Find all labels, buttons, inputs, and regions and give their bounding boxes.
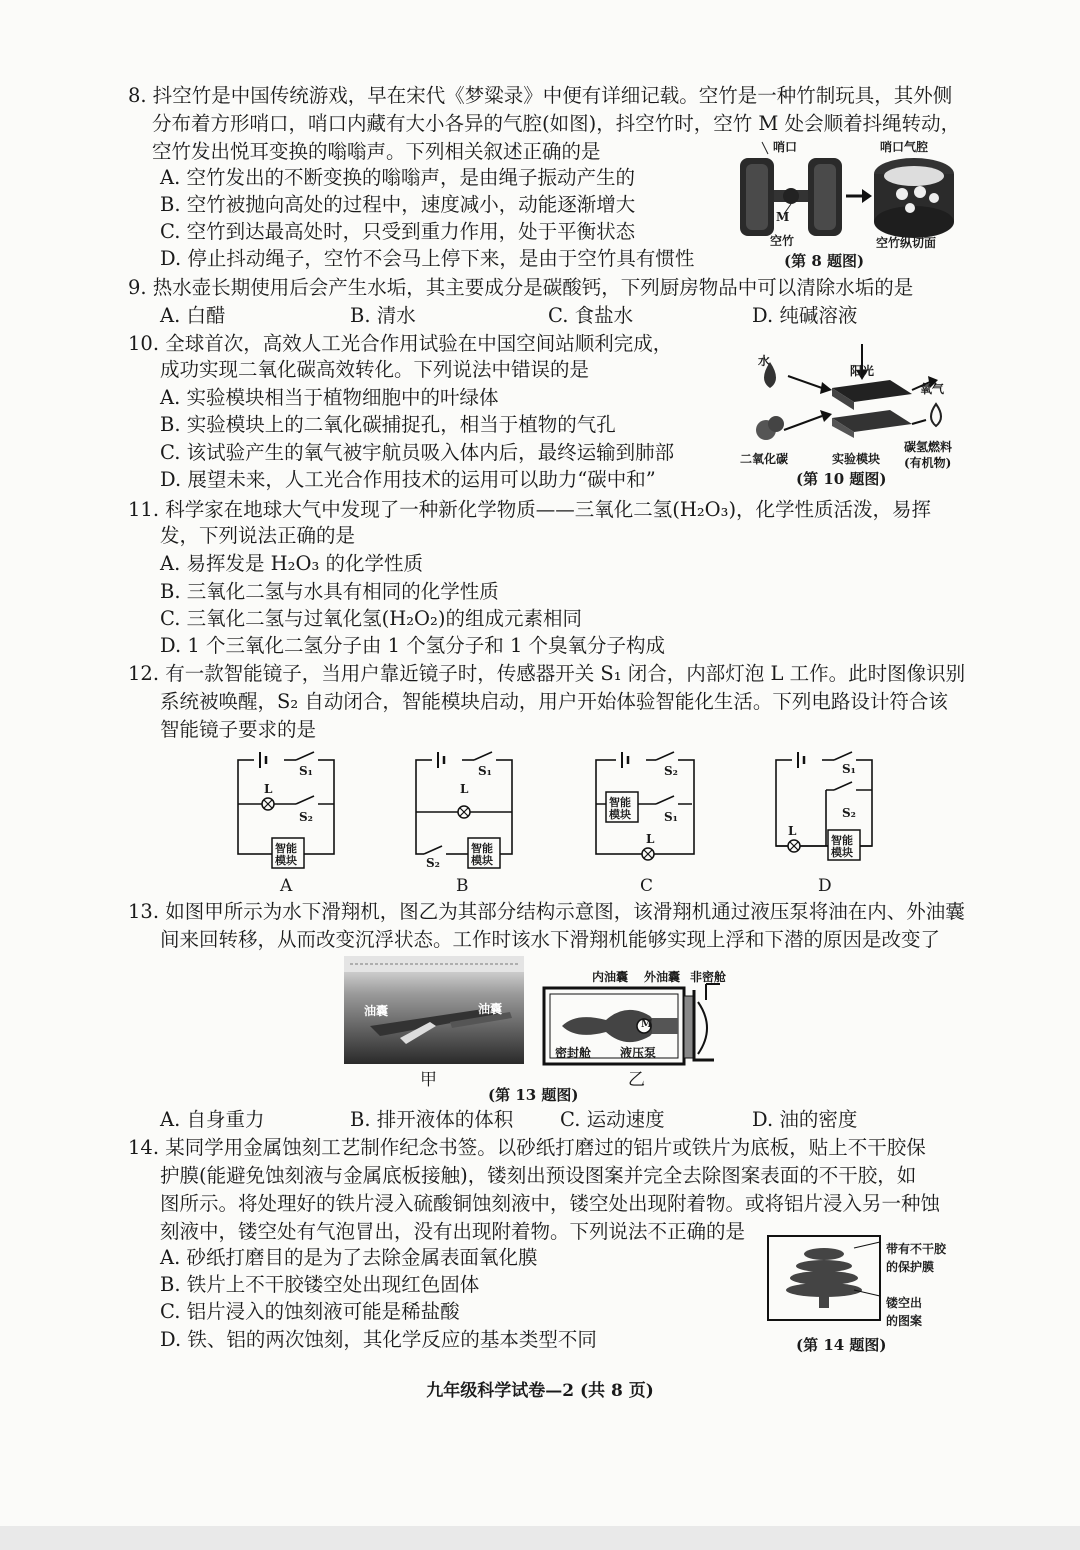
q8-stem-line2: 分布着方形哨口，哨口内藏有大小各异的气腔(如图)，抖空竹时，空竹 M 处会顺着抖绳转动， — [152, 112, 961, 135]
q14-label-film-1: 带有不干胶 — [886, 1242, 947, 1256]
q8-option-a: A. 空竹发出的不断变换的嗡嗡声，是由绳子振动产生的 — [160, 166, 635, 189]
q12-label-d: D — [818, 876, 832, 896]
q14-stem-line3: 图所示。将处理好的铁片浸入硫酸铜蚀刻液中，镂空处出现附着物。或将铝片浸入另一种蚀 — [160, 1192, 941, 1215]
q8-label-m: M — [776, 210, 790, 224]
q10-option-c: C. 该试验产生的氧气被宇航员吸入体内后，最终运输到肺部 — [160, 441, 675, 464]
q10-label-sunlight: 阳光 — [850, 364, 875, 378]
q12-b-s1: S₁ — [478, 764, 492, 778]
q9-option-d: D. 纯碱溶液 — [752, 304, 858, 327]
q9-stem: 9. 热水壶长期使用后会产生水垢，其主要成分是碳酸钙，下列厨房物品中可以清除水垢的是 — [128, 276, 914, 299]
q12-d-l: L — [788, 824, 797, 838]
q12-a-module-2: 模块 — [275, 854, 297, 867]
q10-label-fuel: 碳氢燃料 — [904, 440, 953, 454]
bottom-strip — [0, 1526, 1080, 1550]
q13-label-oil1: 油囊 — [364, 1004, 389, 1018]
q13-option-c: C. 运动速度 — [560, 1108, 665, 1131]
q14-stem-line4: 刻液中，镂空处有气泡冒出，没有出现附着物。下列说法不正确的是 — [160, 1220, 746, 1243]
q14-label-hollow-1: 镂空出 — [886, 1296, 923, 1310]
q11-option-b: B. 三氧化二氢与水具有相同的化学性质 — [160, 580, 499, 603]
q12-b-l: L — [460, 782, 469, 796]
q8-option-c: C. 空竹到达最高处时，只受到重力作用，处于平衡状态 — [160, 220, 636, 243]
q12-c-s2: S₂ — [664, 764, 678, 778]
q12-circuit-b — [412, 746, 522, 870]
q9-option-a: A. 白醋 — [160, 304, 226, 327]
q13-option-d: D. 油的密度 — [752, 1108, 858, 1131]
q13-stem-line2: 间来回转移，从而改变沉浮状态。工作时该水下滑翔机能够实现上浮和下潜的原因是改变了 — [160, 928, 941, 951]
q14-option-b: B. 铁片上不干胶镂空处出现红色固体 — [160, 1273, 480, 1296]
q13-label-unsealed: 非密舱 — [690, 970, 727, 984]
q10-option-d: D. 展望未来，人工光合作用技术的运用可以助力“碳中和” — [160, 468, 656, 491]
q10-stem-line1: 10. 全球首次，高效人工光合作用试验在中国空间站顺利完成， — [128, 332, 673, 355]
q8-option-d: D. 停止抖动绳子，空竹不会马上停下来，是由于空竹具有惯性 — [160, 247, 695, 270]
q13-option-b: B. 排开液体的体积 — [350, 1108, 514, 1131]
q12-d-module-1: 智能 — [831, 834, 853, 847]
q8-caption: (第 8 题图) — [784, 252, 865, 270]
q10-label-co2: 二氧化碳 — [740, 452, 789, 466]
q12-c-s1: S₁ — [664, 810, 678, 824]
q12-a-module-1: 智能 — [275, 842, 297, 855]
q8-label-mouth: 哨口 — [773, 140, 798, 154]
q12-label-b: B — [456, 876, 469, 896]
page-footer: 九年级科学试卷—2 (共 8 页) — [426, 1381, 654, 1401]
q14-option-d: D. 铁、铝的两次蚀刻，其化学反应的基本类型不同 — [160, 1328, 597, 1351]
q14-stem-line1: 14. 某同学用金属蚀刻工艺制作纪念书签。以砂纸打磨过的铝片或铁片为底板，贴上不干胶保 — [128, 1136, 926, 1159]
q14-option-a: A. 砂纸打磨目的是为了去除金属表面氧化膜 — [160, 1246, 538, 1269]
q10-label-water: 水 — [758, 354, 771, 368]
q11-option-c: C. 三氧化二氢与过氧化氢(H₂O₂)的组成元素相同 — [160, 607, 582, 630]
q8-label-kongzhu: 空竹 — [770, 234, 795, 248]
q13-stem-line1: 13. 如图甲所示为水下滑翔机，图乙为其部分结构示意图，该滑翔机通过液压泵将油在内、外油囊 — [128, 900, 965, 923]
q12-stem-line2: 系统被唤醒，S₂ 自动闭合，智能模块启动，用户开始体验智能化生活。下列电路设计符合该 — [160, 690, 948, 713]
q12-c-module-2: 模块 — [609, 808, 631, 821]
q13-label-outer: 外油囊 — [644, 970, 681, 984]
q13-label-inner: 内油囊 — [592, 970, 629, 984]
q12-c-module-1: 智能 — [609, 796, 631, 809]
q14-caption: (第 14 题图) — [796, 1336, 887, 1354]
q14-stem-line2: 护膜(能避免蚀刻液与金属底板接触)，镂刻出预设图案并完全去除图案表面的不干胶，如 — [160, 1164, 917, 1187]
q14-bookmark-figure — [764, 1232, 884, 1324]
q12-b-module-1: 智能 — [471, 842, 493, 855]
q13-label-yi: 乙 — [628, 1070, 645, 1090]
q13-option-a: A. 自身重力 — [160, 1108, 265, 1131]
q12-d-module-2: 模块 — [831, 846, 853, 859]
q10-caption: (第 10 题图) — [796, 470, 887, 488]
q8-label-section: 空竹纵切面 — [876, 236, 937, 250]
q13-label-oil2: 油囊 — [478, 1002, 503, 1016]
q13-label-m: M — [641, 1019, 653, 1030]
q8-stem-line3: 空竹发出悦耳变换的嗡嗡声。下列相关叙述正确的是 — [152, 140, 601, 163]
q12-c-l: L — [646, 832, 655, 846]
q13-caption: (第 13 题图) — [488, 1086, 579, 1104]
q12-circuit-d — [772, 746, 882, 870]
q14-label-film-2: 的保护膜 — [886, 1260, 935, 1274]
q14-option-c: C. 铝片浸入的蚀刻液可能是稀盐酸 — [160, 1300, 460, 1323]
q9-option-b: B. 清水 — [350, 304, 416, 327]
q10-label-oxygen: 氧气 — [920, 382, 945, 396]
q9-option-c: C. 食盐水 — [548, 304, 634, 327]
q11-stem-line2: 发，下列说法正确的是 — [160, 524, 356, 547]
q12-b-s2: S₂ — [426, 856, 440, 870]
q12-a-s1: S₁ — [299, 764, 313, 778]
q8-stem-line1: 8. 抖空竹是中国传统游戏，早在宋代《梦粱录》中便有详细记载。空竹是一种竹制玩具，其外侧 — [128, 84, 953, 107]
q11-option-d: D. 1 个三氧化二氢分子由 1 个氢分子和 1 个臭氧分子构成 — [160, 634, 666, 657]
q10-stem-line2: 成功实现二氧化碳高效转化。下列说法中错误的是 — [160, 358, 590, 381]
q12-d-s1: S₁ — [842, 762, 856, 776]
q10-option-b: B. 实验模块上的二氧化碳捕捉孔，相当于植物的气孔 — [160, 413, 616, 436]
q11-option-a: A. 易挥发是 H₂O₃ 的化学性质 — [160, 552, 424, 575]
q12-b-module-2: 模块 — [471, 854, 493, 867]
q10-label-fuel-organic: (有机物) — [904, 456, 952, 470]
q13-label-sealed: 密封舱 — [555, 1046, 592, 1060]
q8-label-mouth-cavity: 哨口气腔 — [880, 140, 929, 154]
q12-a-s2: S₂ — [299, 810, 313, 824]
q12-stem-line1: 12. 有一款智能镜子，当用户靠近镜子时，传感器开关 S₁ 闭合，内部灯泡 L 工作。此时图像识别 — [128, 662, 966, 685]
q12-a-l: L — [264, 782, 273, 796]
q14-label-hollow-2: 的图案 — [886, 1314, 923, 1328]
q8-option-b: B. 空竹被抛向高处的过程中，速度减小，动能逐渐增大 — [160, 193, 636, 216]
q10-label-module: 实验模块 — [832, 452, 881, 466]
q13-label-pump: 液压泵 — [620, 1046, 657, 1060]
q12-stem-line3: 智能镜子要求的是 — [160, 718, 317, 741]
q13-label-jia: 甲 — [420, 1070, 437, 1090]
q11-stem-line1: 11. 科学家在地球大气中发现了一种新化学物质——三氧化二氢(H₂O₃)，化学性质活泼，易挥 — [128, 498, 932, 521]
q12-d-s2: S₂ — [842, 806, 856, 820]
q12-label-a: A — [280, 876, 293, 896]
q10-option-a: A. 实验模块相当于植物细胞中的叶绿体 — [160, 386, 499, 409]
q12-label-c: C — [640, 876, 654, 896]
